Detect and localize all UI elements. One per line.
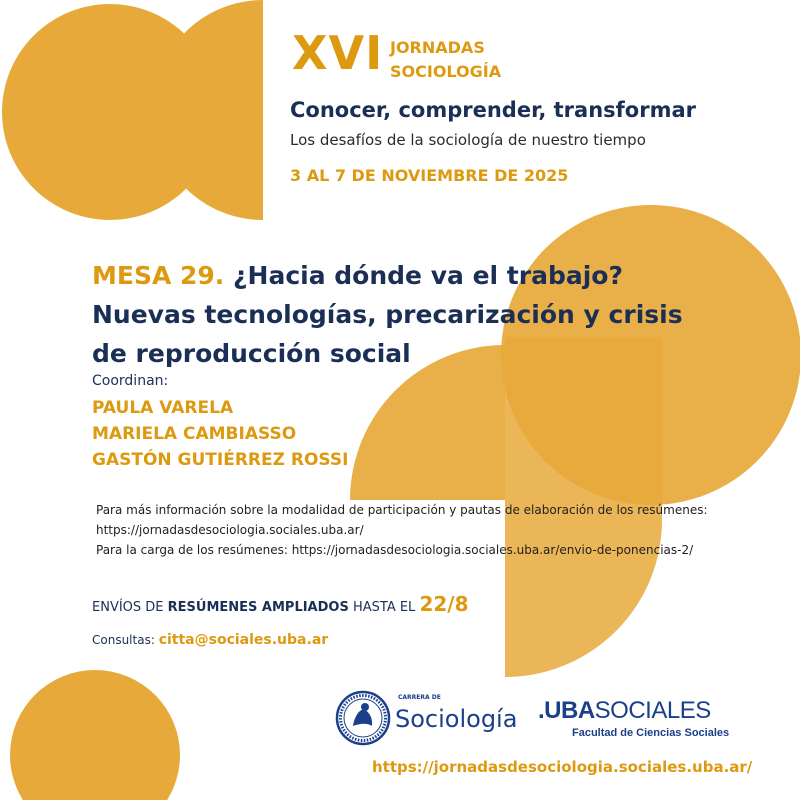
- info-upload-line[interactable]: Para la carga de los resúmenes: https://jornadasdesociologia.sociales.uba.ar/envio-de-ponencias-2/: [96, 543, 694, 557]
- event-dates: 3 AL 7 DE NOVIEMBRE DE 2025: [290, 166, 569, 185]
- info-block: [96, 500, 708, 560]
- footer-link[interactable]: https://jornadasdesociologia.sociales.uba.ar/: [372, 758, 753, 776]
- uba-logo-prefix: .UBA: [538, 697, 595, 724]
- deadline-date: 22/8: [419, 592, 469, 616]
- uba-logo-text: [538, 697, 711, 725]
- deadline-middle: HASTA EL: [348, 600, 420, 615]
- mesa-title-line3: de reproducción social: [92, 339, 411, 368]
- event-name: [390, 36, 501, 84]
- coordinator-name: GASTÓN GUTIÉRREZ ROSSI: [92, 450, 349, 470]
- edition-number: XVI: [292, 26, 384, 80]
- event-name-line1: JORNADAS: [390, 38, 485, 57]
- info-link[interactable]: https://jornadasdesociologia.sociales.uba.ar/: [96, 523, 364, 537]
- mesa-title-line1: [92, 256, 683, 295]
- mesa-title: [92, 256, 683, 373]
- info-line: Para más información sobre la modalidad de participación y pautas de elaboración de los resúmenes:: [96, 503, 708, 517]
- deadline-bold: RESÚMENES AMPLIADOS: [167, 600, 349, 615]
- mesa-number: MESA 29.: [92, 261, 225, 290]
- contact-email[interactable]: citta@sociales.uba.ar: [158, 632, 329, 648]
- coordinator-name: PAULA VARELA: [92, 398, 234, 418]
- coordinators-label: Coordinan:: [92, 373, 169, 389]
- coordinators-list: [92, 395, 348, 473]
- event-name-line2: SOCIOLOGÍA: [390, 62, 502, 81]
- sociologia-logo: [335, 690, 518, 750]
- uba-logo-subtitle: Facultad de Ciencias Sociales: [572, 727, 730, 739]
- deadline-prefix: ENVÍOS DE: [92, 600, 168, 615]
- contact-line: [92, 632, 328, 648]
- coordinator-name: MARIELA CAMBIASSO: [92, 424, 297, 444]
- event-motto: Conocer, comprender, transformar: [290, 98, 696, 122]
- mesa-title-line2: Nuevas tecnologías, precarización y crisis: [92, 300, 683, 329]
- uba-sociales-logo: [538, 697, 738, 747]
- uba-logo-suffix: SOCIALES: [594, 697, 711, 724]
- deadline-notice: [92, 592, 469, 616]
- contact-label: Consultas:: [92, 633, 159, 647]
- event-subtitle: Los desafíos de la sociología de nuestro tiempo: [290, 131, 646, 149]
- sociologia-logo-text: Sociología: [395, 705, 518, 733]
- university-seal-icon: [335, 690, 391, 746]
- shape-circle-bottom-left: [10, 670, 180, 800]
- mesa-title-text1: ¿Hacia dónde va el trabajo?: [233, 261, 623, 290]
- sociologia-logo-caption: CARRERA DE: [398, 694, 441, 701]
